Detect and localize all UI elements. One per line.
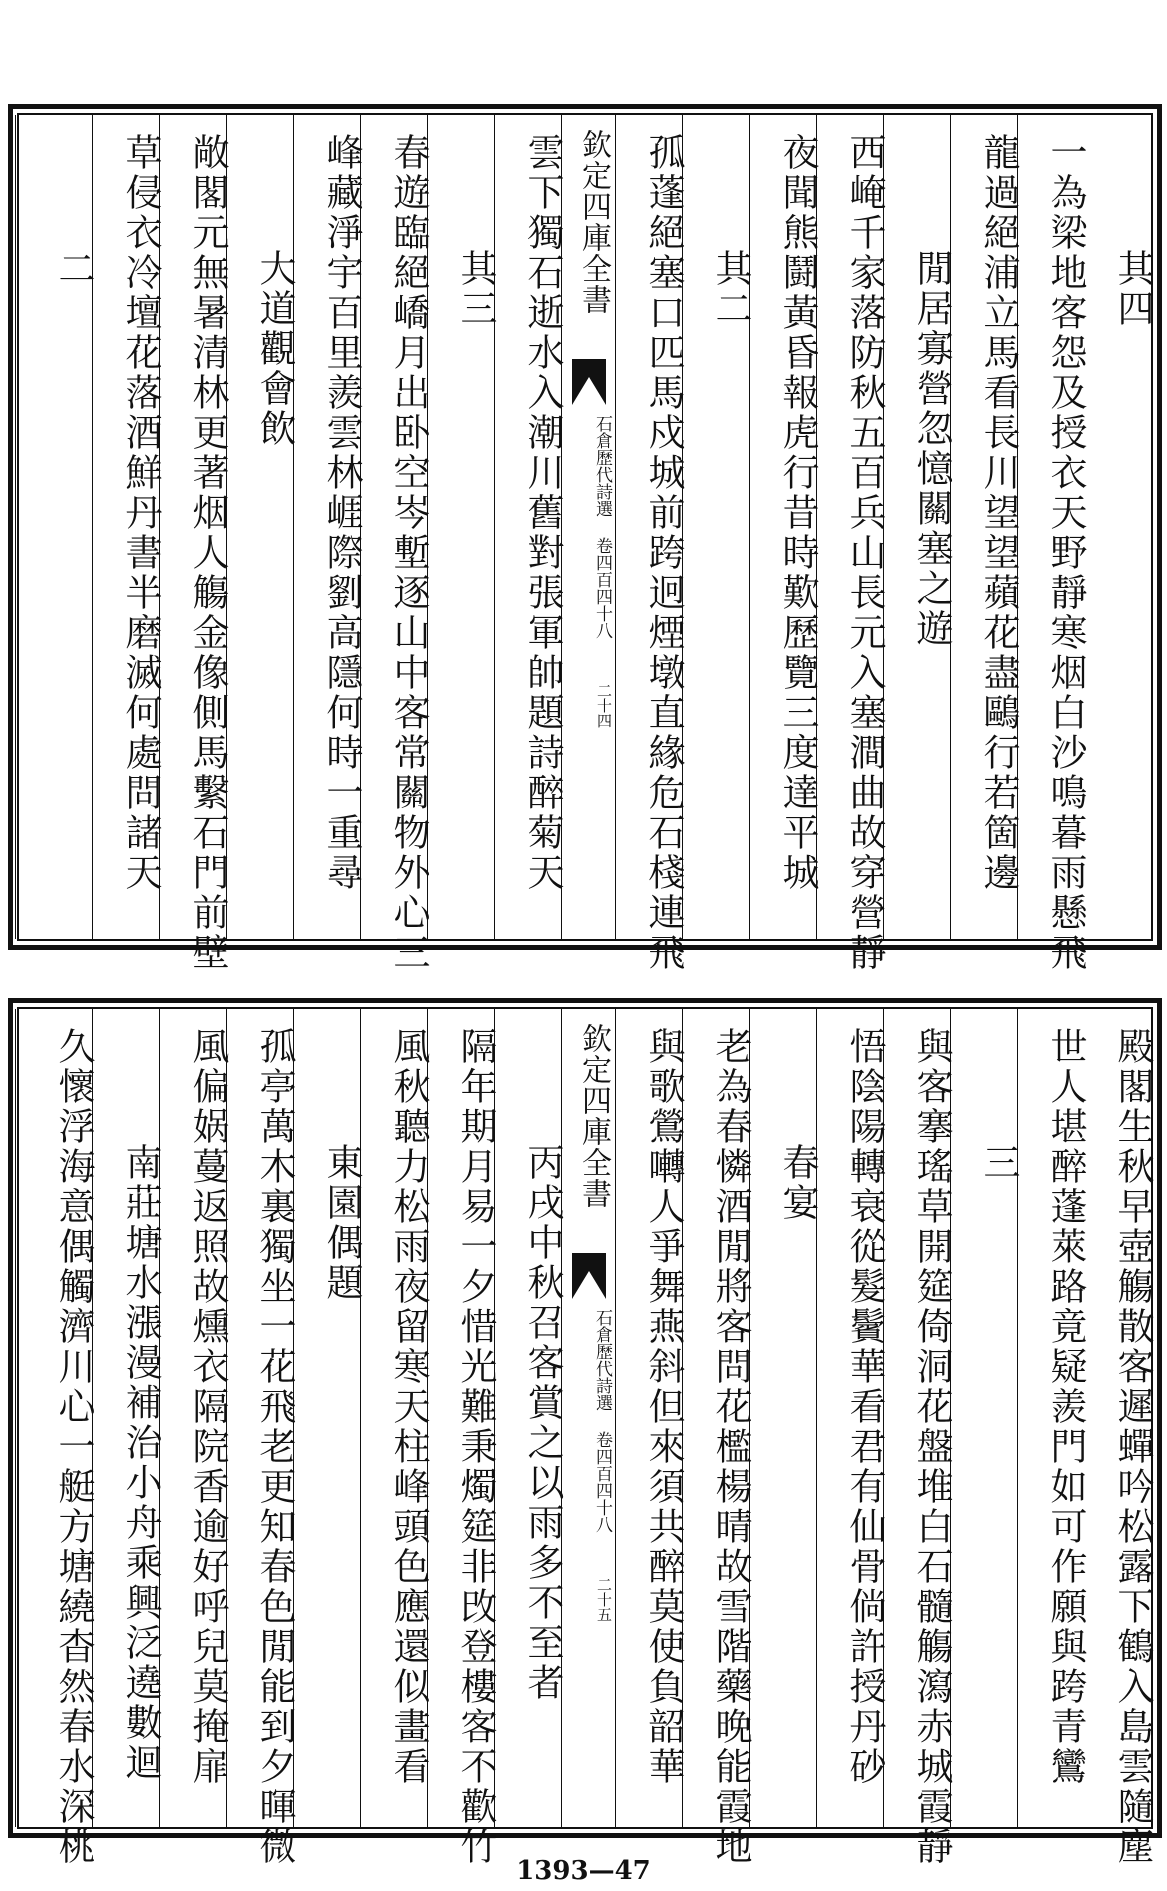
text-column <box>15 115 95 939</box>
poem-line: 與歌鶯囀人爭舞燕斜但來須共醉莫使負韶華 <box>642 1027 685 1787</box>
text-column <box>226 1009 296 1867</box>
text-column <box>1017 1009 1087 1827</box>
text-column <box>159 1009 229 1827</box>
poem-line: 西崦千家落防秋五百兵山長元入塞澗曲故穿營靜 <box>843 133 886 973</box>
text-column <box>682 1009 752 1867</box>
poem-line: 老為春憐酒閒將客問花檻楊晴故雪階藥晚能霞地 <box>709 1027 752 1867</box>
leaf-number: 二十四 <box>595 683 613 728</box>
book-title: 欽定四庫全書 <box>576 1023 611 1209</box>
poem-line: 孤亭萬木裏獨坐一花飛老更知春色閒能到夕暉微 <box>253 1027 296 1867</box>
text-column <box>816 1009 886 1827</box>
text-column <box>615 115 685 973</box>
poem-line: 悟陰陽轉衰從髮鬢華看君有仙骨倘許授丹砂 <box>843 1027 886 1787</box>
poem-heading: 春宴 <box>776 1143 819 1223</box>
text-column <box>816 115 886 973</box>
poem-heading: 其二 <box>709 249 752 329</box>
page-gutter <box>561 1009 615 1827</box>
top-page-frame <box>17 113 1154 973</box>
poem-heading: 其四 <box>1111 249 1154 329</box>
text-column <box>1084 115 1154 939</box>
text-column <box>950 115 1020 939</box>
poem-heading: 大道觀會飲 <box>253 249 296 449</box>
section-number: 二 <box>52 249 95 289</box>
text-column <box>1017 115 1087 973</box>
section-number: 三 <box>977 1143 1020 1183</box>
text-column <box>883 115 953 939</box>
text-column <box>494 115 564 939</box>
text-column <box>360 115 430 973</box>
poem-heading: 丙戌中秋召客賞之以雨多不至者 <box>521 1143 564 1703</box>
text-column <box>682 115 752 939</box>
poem-line: 夜聞熊鬪黃昏報虎行昔時歎歷覽三度達平城 <box>776 133 819 893</box>
poem-line: 殿閣生秋早壺觴散客遲蟬吟松露下鶴入島雲隨塵 <box>1111 1027 1154 1867</box>
poem-heading: 其三 <box>454 249 497 329</box>
poem-line: 久懷浮海意偶觸濟川心一艇方塘繞杳然春水深桃 <box>52 1027 95 1867</box>
leaf-number: 二十五 <box>595 1577 613 1622</box>
page-number: 1393—47 <box>516 1856 651 1886</box>
fish-tail-mark-icon <box>572 1253 606 1299</box>
text-column <box>749 1009 819 1827</box>
poem-line: 龍過絕浦立馬看長川望望蘋花盡鷗行若箇邊 <box>977 133 1020 893</box>
poem-line: 一為梁地客怨及授衣天野靜寒烟白沙鳴暮雨懸飛 <box>1044 133 1087 973</box>
poem-line: 隔年期月易一夕惜光難秉燭筵非攺登樓客不歡竹 <box>454 1027 497 1867</box>
poem-heading: 南莊塘水漲漫補治小舟乘興泛遶數迴 <box>119 1143 162 1783</box>
text-column <box>293 1009 363 1827</box>
text-column <box>92 115 162 939</box>
text-column <box>494 1009 564 1827</box>
poem-line: 雲下獨石逝水入潮川舊對張軍帥題詩醉菊天 <box>521 133 564 893</box>
text-column <box>360 1009 430 1827</box>
text-column <box>950 1009 1020 1827</box>
poem-heading: 東園偶題 <box>320 1143 363 1303</box>
text-column <box>427 1009 497 1867</box>
bottom-page-frame <box>17 1007 1154 1867</box>
text-column <box>15 1009 95 1867</box>
bottom-page <box>8 998 1162 1867</box>
text-column <box>1084 1009 1154 1867</box>
top-page <box>8 104 1162 973</box>
text-column <box>883 1009 953 1867</box>
poem-line: 孤蓬絕塞口匹馬戍城前跨迥煙墩直緣危石棧連飛 <box>642 133 685 973</box>
volume-label: 石倉歷代詩選 卷四百四十八 <box>592 1309 612 1533</box>
text-column <box>615 1009 685 1827</box>
poem-heading: 閒居寡營忽憶關塞之遊 <box>910 249 953 649</box>
poem-line: 敞閣元無暑清林更著烟人觴金像側馬繫石門前壁 <box>186 133 229 973</box>
poem-line: 風偏娲蔓返照故燻衣隔院香逾好呼兒莫掩扉 <box>186 1027 229 1787</box>
page-gutter <box>561 115 615 939</box>
fish-tail-mark-icon <box>572 359 606 405</box>
text-column <box>427 115 497 939</box>
poem-line: 草侵衣冷壇花落酒鮮丹書半磨滅何處問諸天 <box>119 133 162 893</box>
text-column <box>749 115 819 939</box>
book-title: 欽定四庫全書 <box>576 129 611 315</box>
poem-line: 世人堪醉蓬萊路竟疑羨門如可作願與跨青鸞 <box>1044 1027 1087 1787</box>
poem-line: 與客搴瑤草開筵倚洞花盤堆白石髓觴瀉赤城霞靜 <box>910 1027 953 1867</box>
text-column <box>226 115 296 939</box>
poem-line: 風秋聽力松雨夜留寒天柱峰頭色應還似畫看 <box>387 1027 430 1787</box>
poem-line: 春遊臨絕嶠月出卧空岑塹逐山中客常關物外心三 <box>387 133 430 973</box>
text-column <box>92 1009 162 1827</box>
text-column <box>159 115 229 973</box>
poem-line: 峰藏淨宇百里羨雲林崕際劉高隱何時一重尋 <box>320 133 363 893</box>
volume-label: 石倉歷代詩選 卷四百四十八 <box>592 415 612 639</box>
text-column <box>293 115 363 939</box>
